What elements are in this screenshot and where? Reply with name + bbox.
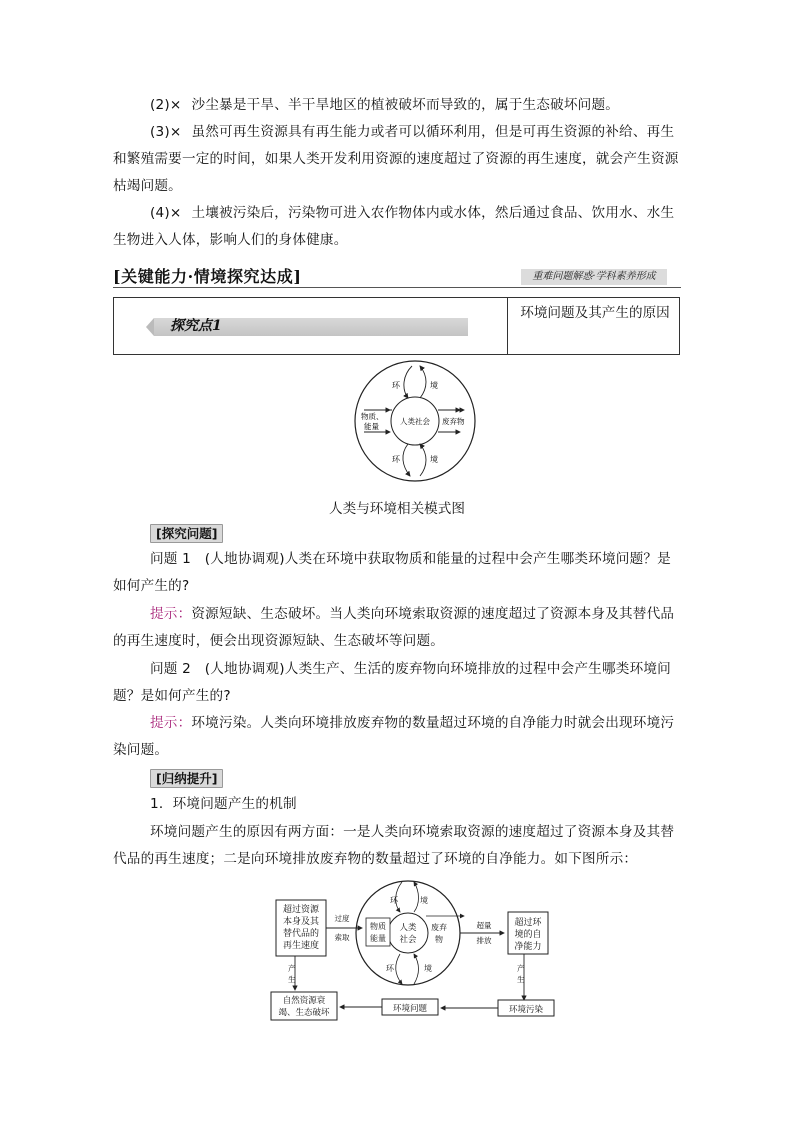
society-label: 人类	[399, 923, 417, 933]
environment-problem-mechanism-diagram	[268, 876, 558, 1026]
banner-arrow-icon	[146, 318, 154, 336]
inner-label: 能量	[370, 934, 386, 943]
society-label: 社会	[399, 935, 417, 945]
ring-label: 环	[390, 896, 398, 905]
box-line: 净能力	[514, 942, 542, 952]
summary-heading: 1．环境问题产生的机制	[150, 796, 297, 812]
over-discharge-label: 超量	[476, 921, 492, 930]
hint-prefix: 提示：	[150, 606, 192, 622]
answer-hint-1	[113, 601, 681, 655]
answer-text: 沙尘暴是干旱、半干旱地区的植被破坏而导致的，属于生态破坏问题。	[191, 97, 620, 113]
answer-number: (3)×	[150, 124, 182, 140]
inquiry-label: [探究问题]	[150, 524, 223, 543]
explore-label: 探究点1	[170, 318, 222, 334]
diagram-text-waste: 废弃物	[442, 417, 465, 426]
hint-prefix: 提示：	[150, 715, 192, 731]
answer-2	[113, 92, 681, 119]
waste-label: 废弃	[431, 923, 447, 932]
box-line: 再生速度	[282, 941, 320, 951]
answer-4	[113, 200, 681, 254]
box-line: 竭、生态破坏	[278, 1008, 330, 1018]
diagram-text-bottom-right: 境	[430, 455, 438, 464]
over-extract-label: 索取	[334, 933, 350, 942]
section-title: [关键能力·情境探究达成]	[113, 267, 302, 286]
box-line: 境的自	[514, 930, 542, 940]
diagram-text-energy: 能量	[364, 422, 379, 431]
summary-label: [归纳提升]	[150, 769, 223, 788]
human-environment-diagram	[352, 358, 478, 484]
society-ring	[388, 913, 428, 953]
explore-point-box	[113, 297, 680, 355]
explore-topic: 环境问题及其产生的原因	[520, 305, 670, 321]
diagram-text-society: 人类社会	[400, 417, 430, 426]
section-rule	[113, 287, 681, 288]
diagram-caption: 人类与环境相关模式图	[329, 501, 465, 517]
diagram-text-bottom-left: 环	[392, 455, 400, 464]
question-2: 问题 2 (人地协调观)人类生产、生活的废弃物向环境排放的过程中会产生哪类环境问题？是如何产生的?	[113, 661, 671, 704]
answer-hint-2	[113, 710, 681, 764]
hint-text: 资源短缺、生态破坏。当人类向环境索取资源的速度超过了资源本身及其替代品的再生速度时，便会出现资源短缺、生态破坏等问题。	[113, 606, 675, 649]
ring-label: 境	[420, 896, 428, 905]
box-line: 超过环	[514, 918, 542, 928]
box-line: 环境问题	[392, 1004, 428, 1014]
ring-label: 境	[424, 964, 432, 973]
diagram-text-top-left: 环	[392, 381, 400, 390]
box-divider	[507, 298, 508, 354]
answer-number: (4)×	[150, 205, 182, 221]
box-line: 替代品的	[282, 929, 320, 939]
answer-3	[113, 119, 681, 200]
answer-text: 土壤被污染后，污染物可进入农作物体内或水体，然后通过食品、饮用水、水生生物进入人体，影响人们的身体健康。	[113, 205, 675, 248]
inner-label: 物质	[370, 922, 386, 931]
box-line: 自然资源衰	[282, 996, 326, 1006]
section-tag: 重难问题解惑·学科素养形成	[521, 269, 667, 285]
produce-label: 产	[517, 964, 525, 973]
box-line: 环境污染	[508, 1005, 544, 1015]
box-line: 超过资源	[282, 905, 320, 915]
diagram-text-top-right: 境	[430, 381, 438, 390]
summary-text: 环境问题产生的原因有两方面：一是人类向环境索取资源的速度超过了资源本身及其替代品的再生速度；二是向环境排放废弃物的数量超过了环境的自净能力。如下图所示：	[113, 824, 675, 867]
diagram-text-material: 物质、	[361, 412, 384, 421]
hint-text: 环境污染。人类向环境排放废弃物的数量超过环境的自净能力时就会出现环境污染问题。	[113, 715, 675, 758]
waste-label: 物	[435, 935, 443, 944]
produce-label: 生	[517, 975, 525, 984]
produce-label: 生	[288, 975, 296, 984]
produce-label: 产	[288, 964, 296, 973]
question-1: 问题 1 (人地协调观)人类在环境中获取物质和能量的过程中会产生哪类环境问题？是如何产生的?	[113, 551, 671, 594]
ring-label: 环	[386, 964, 394, 973]
over-extract-label: 过度	[334, 914, 350, 923]
answer-text: 虽然可再生资源具有再生能力或者可以循环利用，但是可再生资源的补给、再生和繁殖需要一定的时间，如果人类开发利用资源的速度超过了资源的再生速度，就会产生资源枯竭问题。	[113, 124, 679, 194]
answer-number: (2)×	[150, 97, 182, 113]
over-discharge-label: 排放	[476, 936, 492, 945]
box-line: 本身及其	[282, 917, 320, 927]
section-header	[113, 264, 681, 288]
